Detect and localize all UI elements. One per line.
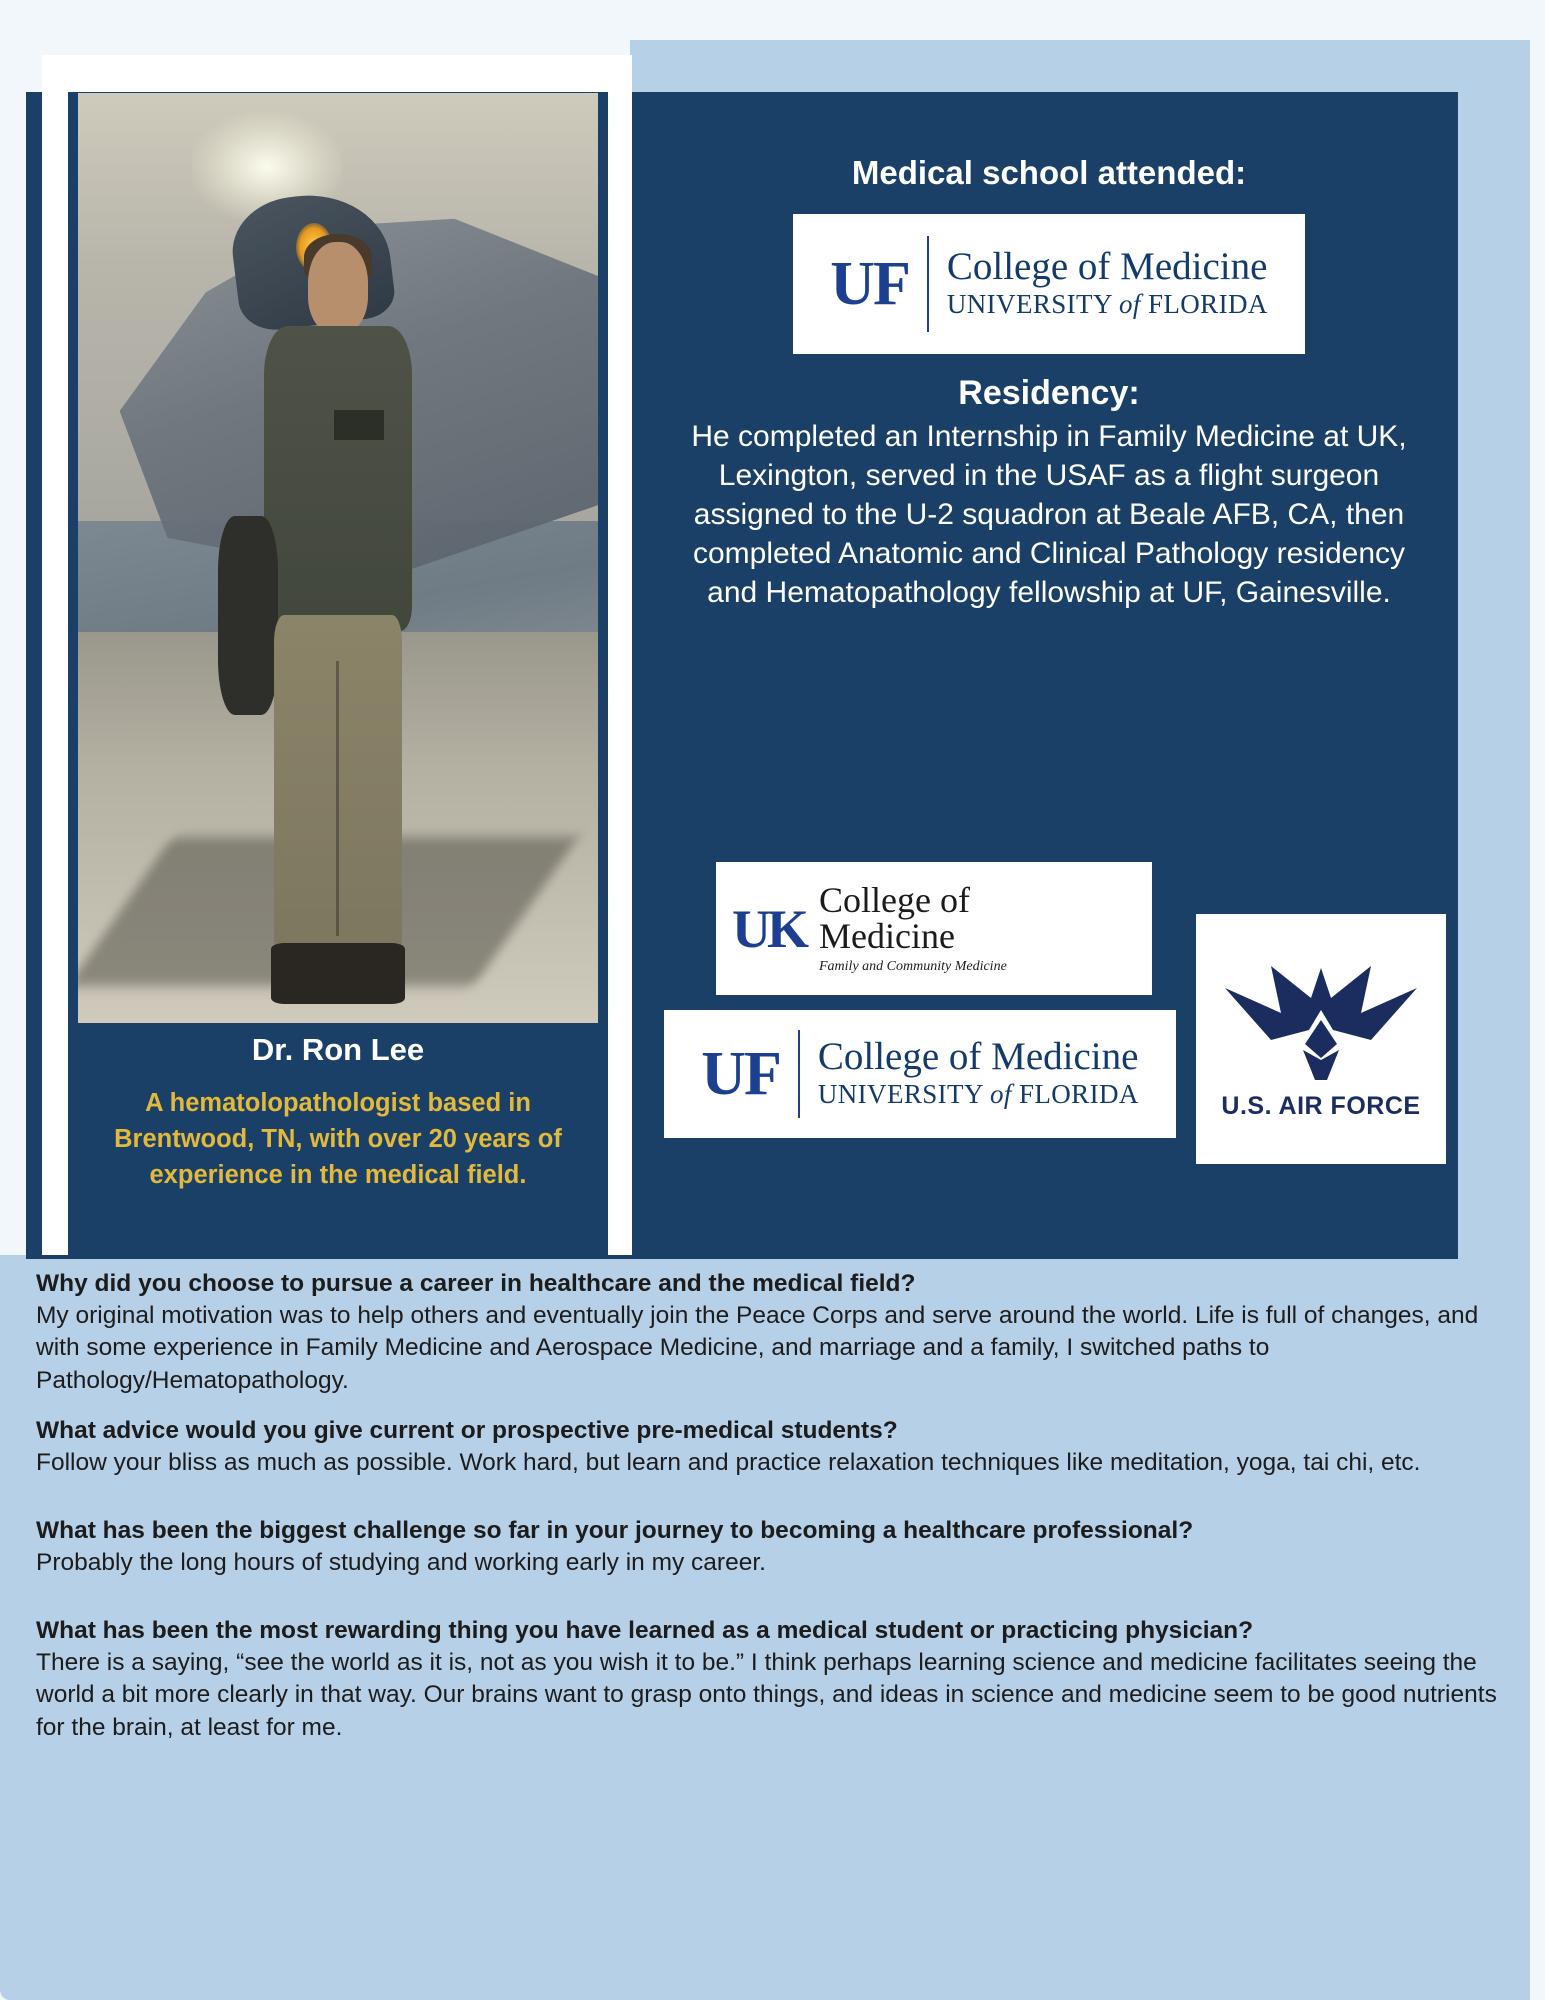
uf-logo-line2-2 — [818, 1078, 1139, 1110]
uk-college-of-medicine-logo — [716, 862, 1152, 995]
residency-heading: Residency: — [958, 374, 1140, 412]
uf-logo-line1-2: College of Medicine — [817, 1035, 1139, 1079]
uf-logo-line2-post: FLORIDA — [1140, 289, 1268, 320]
qa-answer: Probably the long hours of studying and working early in my career. — [36, 1548, 766, 1576]
qa-question: What advice would you give current or prospective pre-medical students? — [36, 1416, 898, 1444]
air-force-wings-icon — [1221, 958, 1421, 1088]
profile-name: Dr. Ron Lee — [251, 1032, 425, 1067]
education-column — [640, 92, 1458, 1259]
top-white-strip — [40, 0, 630, 55]
us-air-force-logo — [1196, 914, 1446, 1164]
air-force-label: U.S. AIR FORCE — [1221, 1091, 1421, 1120]
qa-spacer — [36, 1497, 1498, 1515]
uf-logo-text-2 — [818, 1037, 1139, 1110]
uf-wordmark: UF — [830, 249, 909, 318]
uf-wordmark-2: UF — [701, 1039, 780, 1108]
uk-logo-line1: College of — [819, 879, 970, 920]
uf-college-of-medicine-logo-bottom — [664, 1010, 1176, 1138]
qa-question: Why did you choose to pursue a career in healthcare and the medical field? — [36, 1270, 916, 1297]
pilot-head — [308, 242, 368, 334]
uk-wordmark: UK — [732, 898, 805, 959]
uk-logo-text — [819, 879, 1007, 976]
residency-text: He completed an Internship in Family Medicine at UK, Lexington, served in the USAF as a flight surgeon assigned to the U-2 squadron at Beale AFB, CA, then completed Anatomic and Clinical Pathology residency and Hematopathology fellowship at UF, Gainesville. — [691, 420, 1407, 609]
uf-logo-line2-pre-2: UNIVERSITY — [817, 1079, 990, 1110]
pilot-name-patch — [334, 410, 384, 441]
qa-section — [36, 1268, 1498, 1762]
qa-answer: Follow your bliss as much as possible. Work hard, but learn and practice relaxation techniques like meditation, yoga, tai chi, etc. — [36, 1448, 1421, 1476]
pilot-boots — [271, 943, 405, 1004]
uf-logo-divider-2 — [798, 1030, 800, 1117]
qa-question: What has been the most rewarding thing you have learned as a medical student or practicing physician? — [36, 1617, 1254, 1645]
qa-answer: There is a saying, “see the world as it is, not as you wish it to be.” I think perhaps learning science and medicine facilitates seeing the world a bit more clearly in that way. Our brains want to grasp onto things, and ideas in science and medicine seem to be good nutrients for the brain, at least for me. — [36, 1649, 1497, 1741]
uf-logo-divider — [927, 236, 929, 331]
uf-logo-line2-italic-2: of — [990, 1079, 1012, 1110]
pilot-helmet-bag — [218, 516, 278, 714]
pilot-leg-divider — [336, 661, 339, 936]
uf-logo-line2 — [947, 288, 1268, 320]
uk-logo-line3: Family and Community Medicine — [819, 959, 1007, 975]
uk-logo-line2: Medicine — [819, 915, 955, 956]
uf-logo-line2-pre: UNIVERSITY — [946, 289, 1119, 320]
qa-answer: My original motivation was to help others and eventually join the Peace Corps and serve around the world. Life is full of changes, and with some experience in Family Medicine and Aerospace Medicine, and marriage and a family, I switched paths to Pathology/Hematopathology. — [36, 1301, 1479, 1394]
medical-school-heading: Medical school attended: — [851, 154, 1247, 191]
uf-logo-line2-post-2: FLORIDA — [1011, 1079, 1139, 1110]
uf-logo-line1: College of Medicine — [946, 245, 1268, 289]
affiliation-logos — [640, 862, 1458, 1252]
uf-logo-line2-italic: of — [1119, 289, 1141, 320]
uf-college-of-medicine-logo-top — [793, 214, 1305, 354]
qa-spacer — [36, 1597, 1498, 1615]
uf-logo-text — [947, 247, 1268, 320]
qa-question: What has been the biggest challenge so far in your journey to becoming a healthcare professional? — [36, 1517, 1194, 1544]
profile-description: A hematolopathologist based in Brentwood, TN, with over 20 years of experience in the medical field. — [114, 1089, 562, 1190]
photo-pilot — [250, 242, 427, 1005]
profile-photo — [78, 93, 598, 1023]
pilot-flight-suit — [264, 326, 413, 631]
